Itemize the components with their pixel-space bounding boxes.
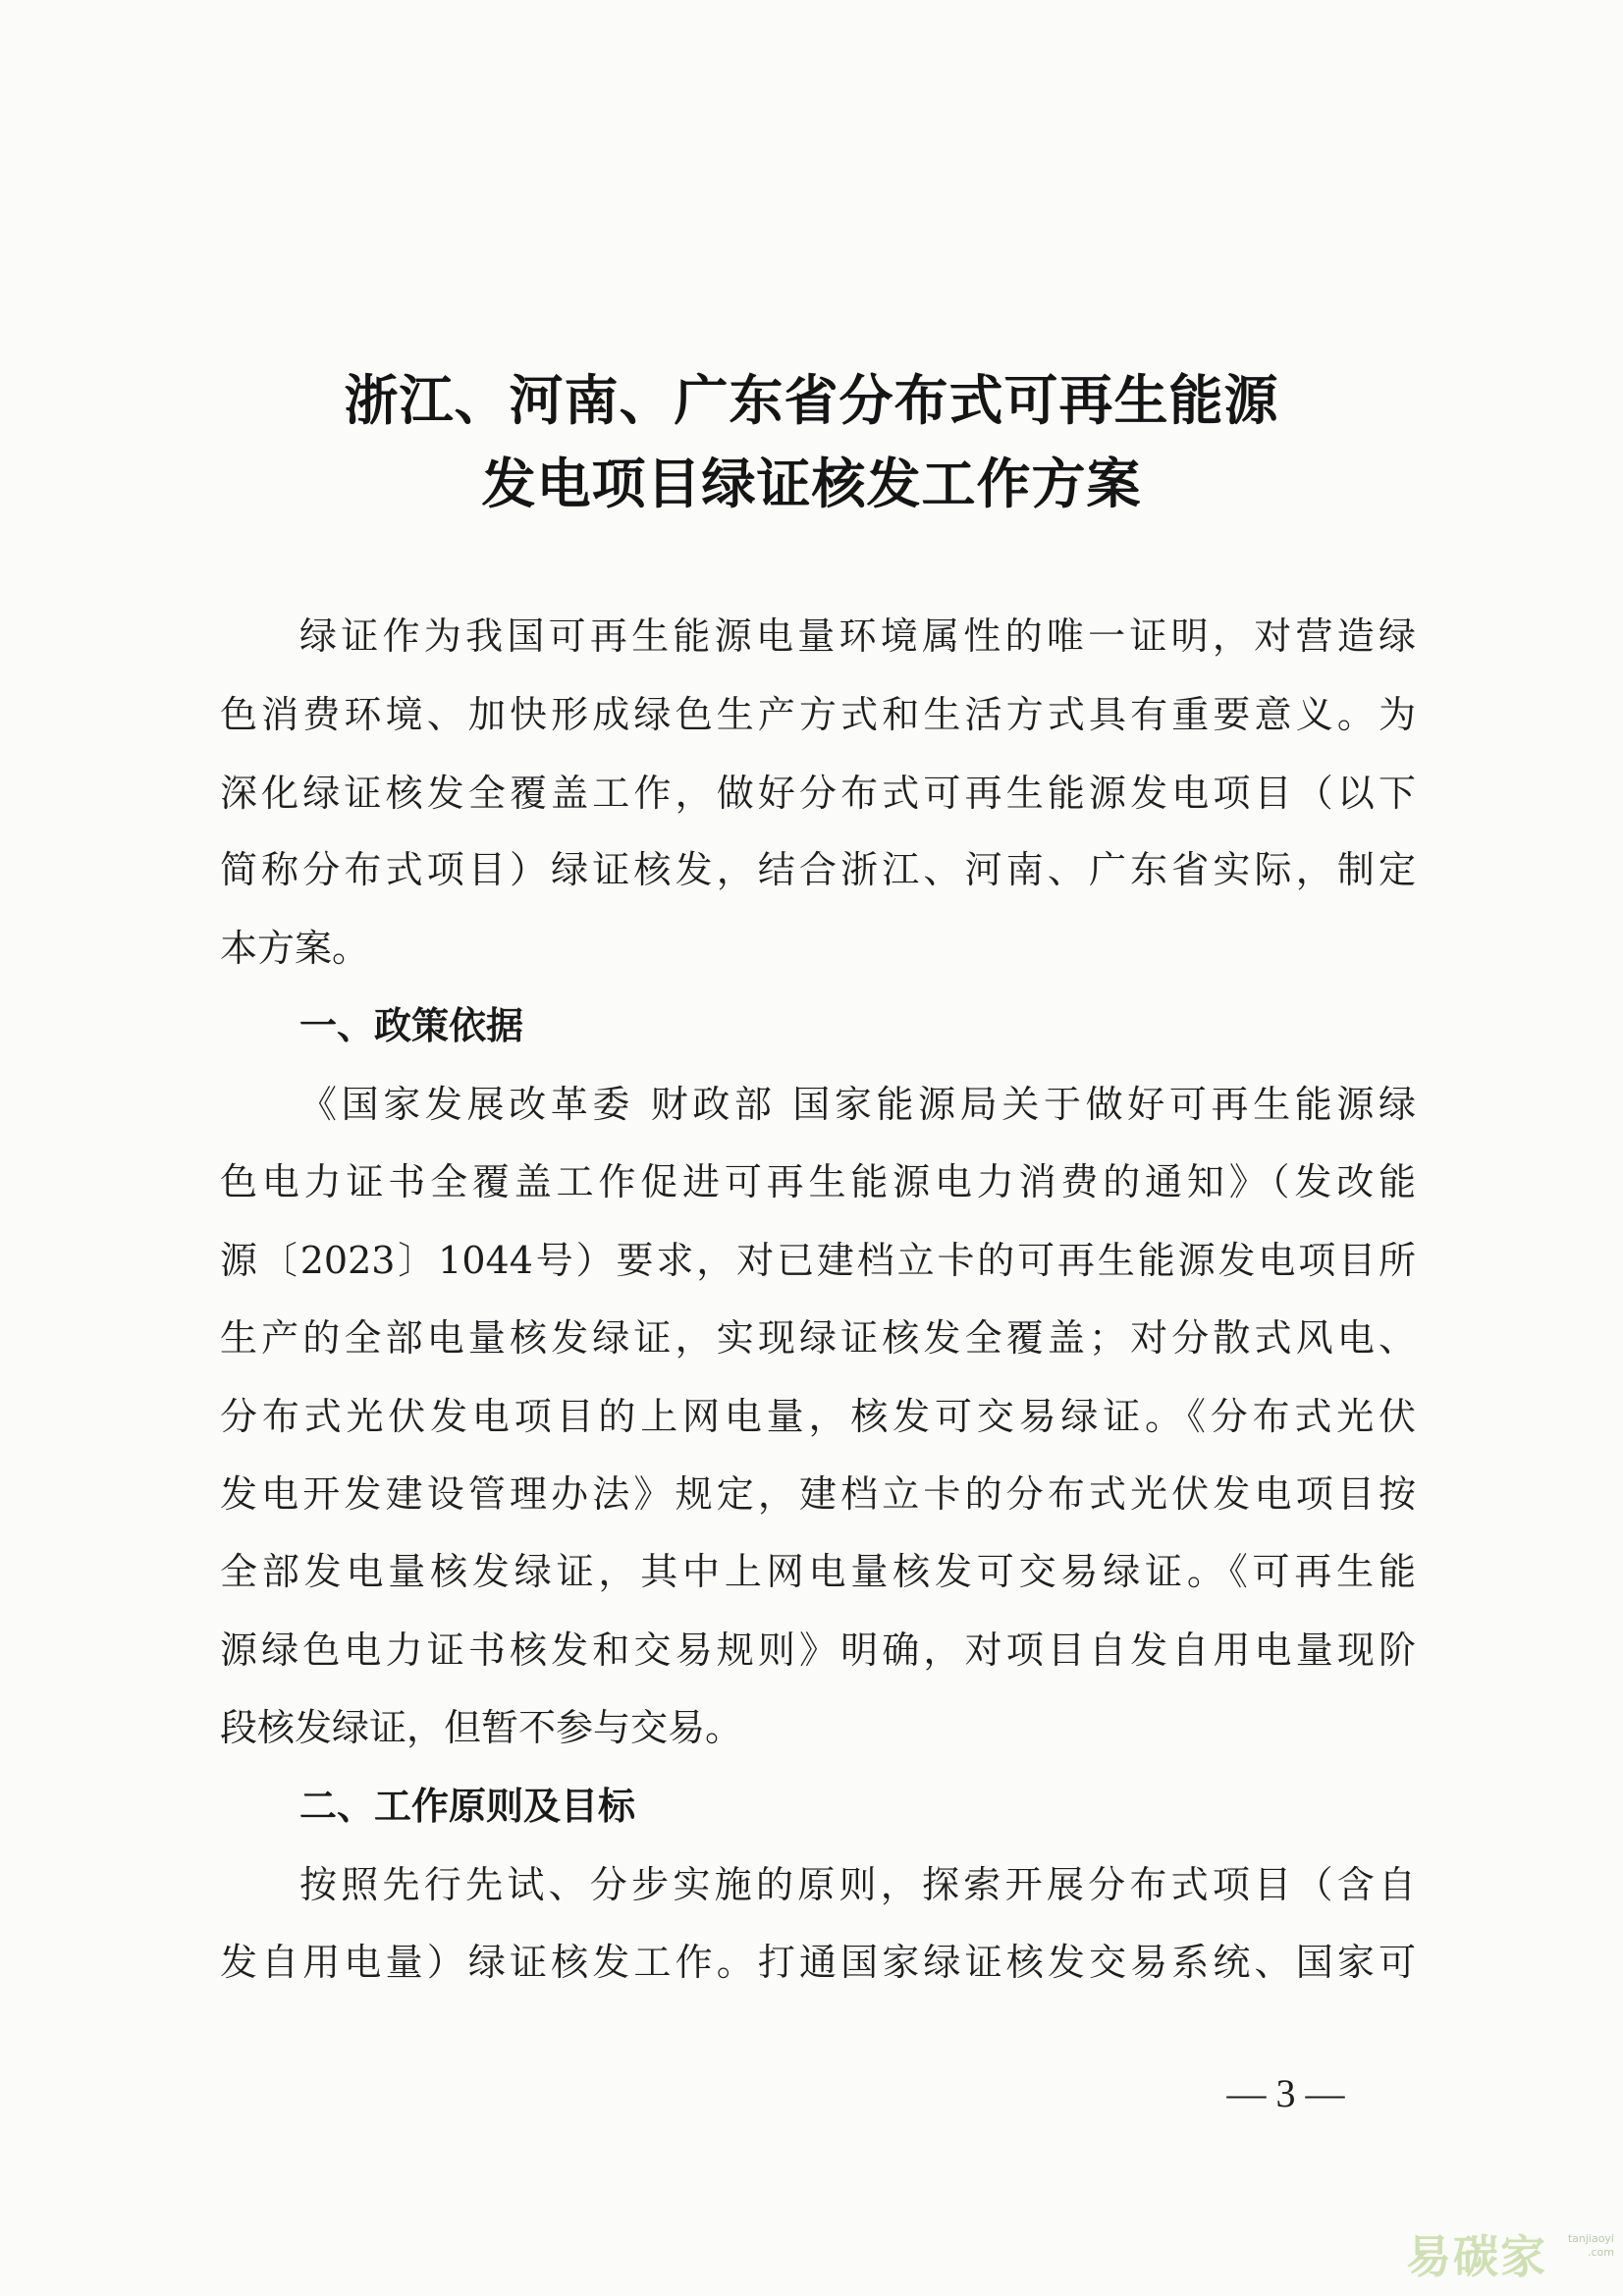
watermark-logo: [1406, 2228, 1617, 2287]
section-2-heading: 二、工作原则及目标: [299, 1785, 636, 1828]
section-1-line-9: 段核发绿证，但暂不参与交易。: [220, 1706, 743, 1749]
section-1-line-3: 源〔2023〕1044号）要求，对已建档立卡的可再生能源发电项目所: [220, 1239, 1416, 1282]
document-title-line-1: 浙江、河南、广东省分布式可再生能源: [344, 368, 1279, 432]
intro-line-2: 色消费环境、加快形成绿色生产方式和生活方式具有重要意义。为: [220, 693, 1416, 736]
watermark-domain-name: tanjiaoyi: [1567, 2232, 1614, 2245]
section-1-line-5: 分布式光伏发电项目的上网电量，核发可交易绿证。《分布式光伏: [220, 1395, 1416, 1438]
watermark-domain: [1555, 2232, 1614, 2260]
section-1-line-8: 源绿色电力证书核发和交易规则》明确，对项目自发自用电量现阶: [220, 1629, 1416, 1672]
page-number: — 3 —: [1226, 2071, 1345, 2115]
intro-line-3: 深化绿证核发全覆盖工作，做好分布式可再生能源发电项目（以下: [220, 772, 1416, 815]
section-1-line-4: 生产的全部电量核发绿证，实现绿证核发全覆盖；对分散式风电、: [220, 1316, 1416, 1360]
section-1-line-1: 《国家发展改革委 财政部 国家能源局关于做好可再生能源绿: [299, 1083, 1416, 1126]
watermark-logo-text: 易碳家: [1406, 2230, 1547, 2283]
section-2-line-1: 按照先行先试、分步实施的原则，探索开展分布式项目（含自: [299, 1863, 1416, 1906]
document-title-line-2: 发电项目绿证核发工作方案: [481, 452, 1142, 515]
section-2-line-2: 发自用电量）绿证核发工作。打通国家绿证核发交易系统、国家可: [220, 1941, 1416, 1984]
section-1-line-2: 色电力证书全覆盖工作促进可再生能源电力消费的通知》（发改能: [220, 1160, 1416, 1203]
watermark-domain-suffix: .com: [1588, 2246, 1614, 2259]
section-1-line-7: 全部发电量核发绿证，其中上网电量核发可交易绿证。《可再生能: [220, 1550, 1416, 1593]
intro-line-5: 本方案。: [220, 927, 370, 970]
intro-line-1: 绿证作为我国可再生能源电量环境属性的唯一证明，对营造绿: [299, 614, 1416, 658]
intro-line-4: 简称分布式项目）绿证核发，结合浙江、河南、广东省实际，制定: [220, 848, 1416, 891]
section-1-heading: 一、政策依据: [299, 1004, 524, 1047]
section-1-line-6: 发电开发建设管理办法》规定，建档立卡的分布式光伏发电项目按: [220, 1472, 1416, 1516]
